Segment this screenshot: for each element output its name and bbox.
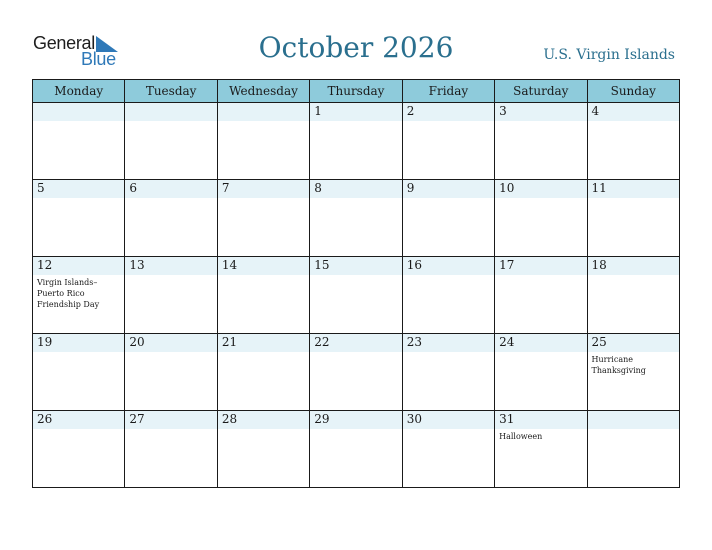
day-cell <box>587 257 679 334</box>
day-cell <box>33 103 125 180</box>
week-row <box>33 180 680 257</box>
day-number: 30 <box>403 411 494 429</box>
day-number: 18 <box>588 257 679 275</box>
day-cell <box>310 411 402 488</box>
day-cell <box>402 334 494 411</box>
day-number: 6 <box>125 180 216 198</box>
day-cell <box>310 180 402 257</box>
day-number: 29 <box>310 411 401 429</box>
day-number: 21 <box>218 334 309 352</box>
day-number: 5 <box>33 180 124 198</box>
day-cell <box>310 257 402 334</box>
day-cell <box>217 103 309 180</box>
day-cell <box>217 180 309 257</box>
day-number: 12 <box>33 257 124 275</box>
weekday-header: Friday <box>402 80 494 103</box>
day-number: 23 <box>403 334 494 352</box>
day-number: 15 <box>310 257 401 275</box>
day-number <box>33 103 124 121</box>
week-row <box>33 411 680 488</box>
day-number: 9 <box>403 180 494 198</box>
day-number: 22 <box>310 334 401 352</box>
day-number: 13 <box>125 257 216 275</box>
calendar-title: October 2026 <box>258 31 454 64</box>
logo-text-blue: Blue <box>81 49 116 69</box>
day-cell <box>310 103 402 180</box>
day-cell <box>125 180 217 257</box>
day-cell <box>495 334 587 411</box>
day-number: 14 <box>218 257 309 275</box>
logo-text-general: General <box>33 33 95 53</box>
day-cell <box>587 180 679 257</box>
day-cell <box>33 411 125 488</box>
day-cell <box>587 334 679 411</box>
day-number <box>125 103 216 121</box>
day-cell <box>125 411 217 488</box>
weekday-header-row <box>33 80 680 103</box>
day-cell <box>33 257 125 334</box>
week-row <box>33 257 680 334</box>
day-cell <box>402 103 494 180</box>
calendar-body <box>33 103 680 488</box>
calendar-grid <box>32 79 680 488</box>
day-cell <box>495 257 587 334</box>
day-cell <box>495 411 587 488</box>
day-number: 24 <box>495 334 586 352</box>
weekday-header: Monday <box>33 80 125 103</box>
holiday-label: Halloween <box>499 432 543 441</box>
week-row <box>33 103 680 180</box>
day-number: 16 <box>403 257 494 275</box>
day-cell <box>495 180 587 257</box>
day-cell <box>587 103 679 180</box>
day-cell <box>33 180 125 257</box>
day-cell <box>587 411 679 488</box>
day-cell <box>402 180 494 257</box>
holiday-label: Virgin Islands–Puerto Rico Friendship Day <box>37 278 100 309</box>
weekday-header: Sunday <box>587 80 679 103</box>
day-number: 31 <box>495 411 586 429</box>
day-cell <box>125 334 217 411</box>
day-cell <box>402 257 494 334</box>
weekday-header: Thursday <box>310 80 402 103</box>
day-cell <box>310 334 402 411</box>
region-label: U.S. Virgin Islands <box>543 47 675 63</box>
day-cell <box>33 334 125 411</box>
day-number: 25 <box>588 334 679 352</box>
day-number: 3 <box>495 103 586 121</box>
day-number: 26 <box>33 411 124 429</box>
day-number <box>218 103 309 121</box>
day-number: 11 <box>588 180 679 198</box>
day-number: 28 <box>218 411 309 429</box>
day-cell <box>217 257 309 334</box>
day-number: 1 <box>310 103 401 121</box>
day-cell <box>125 103 217 180</box>
day-number: 27 <box>125 411 216 429</box>
day-cell <box>217 334 309 411</box>
weekday-header: Wednesday <box>217 80 309 103</box>
day-cell <box>402 411 494 488</box>
day-number: 19 <box>33 334 124 352</box>
day-number <box>588 411 679 429</box>
day-cell <box>125 257 217 334</box>
day-number: 8 <box>310 180 401 198</box>
holiday-label: Hurricane Thanksgiving <box>591 355 646 375</box>
day-number: 20 <box>125 334 216 352</box>
day-cell <box>217 411 309 488</box>
weekday-header: Tuesday <box>125 80 217 103</box>
day-number: 17 <box>495 257 586 275</box>
day-number: 7 <box>218 180 309 198</box>
day-number: 4 <box>588 103 679 121</box>
day-number: 2 <box>403 103 494 121</box>
day-cell <box>495 103 587 180</box>
weekday-header: Saturday <box>495 80 587 103</box>
day-number: 10 <box>495 180 586 198</box>
week-row <box>33 334 680 411</box>
